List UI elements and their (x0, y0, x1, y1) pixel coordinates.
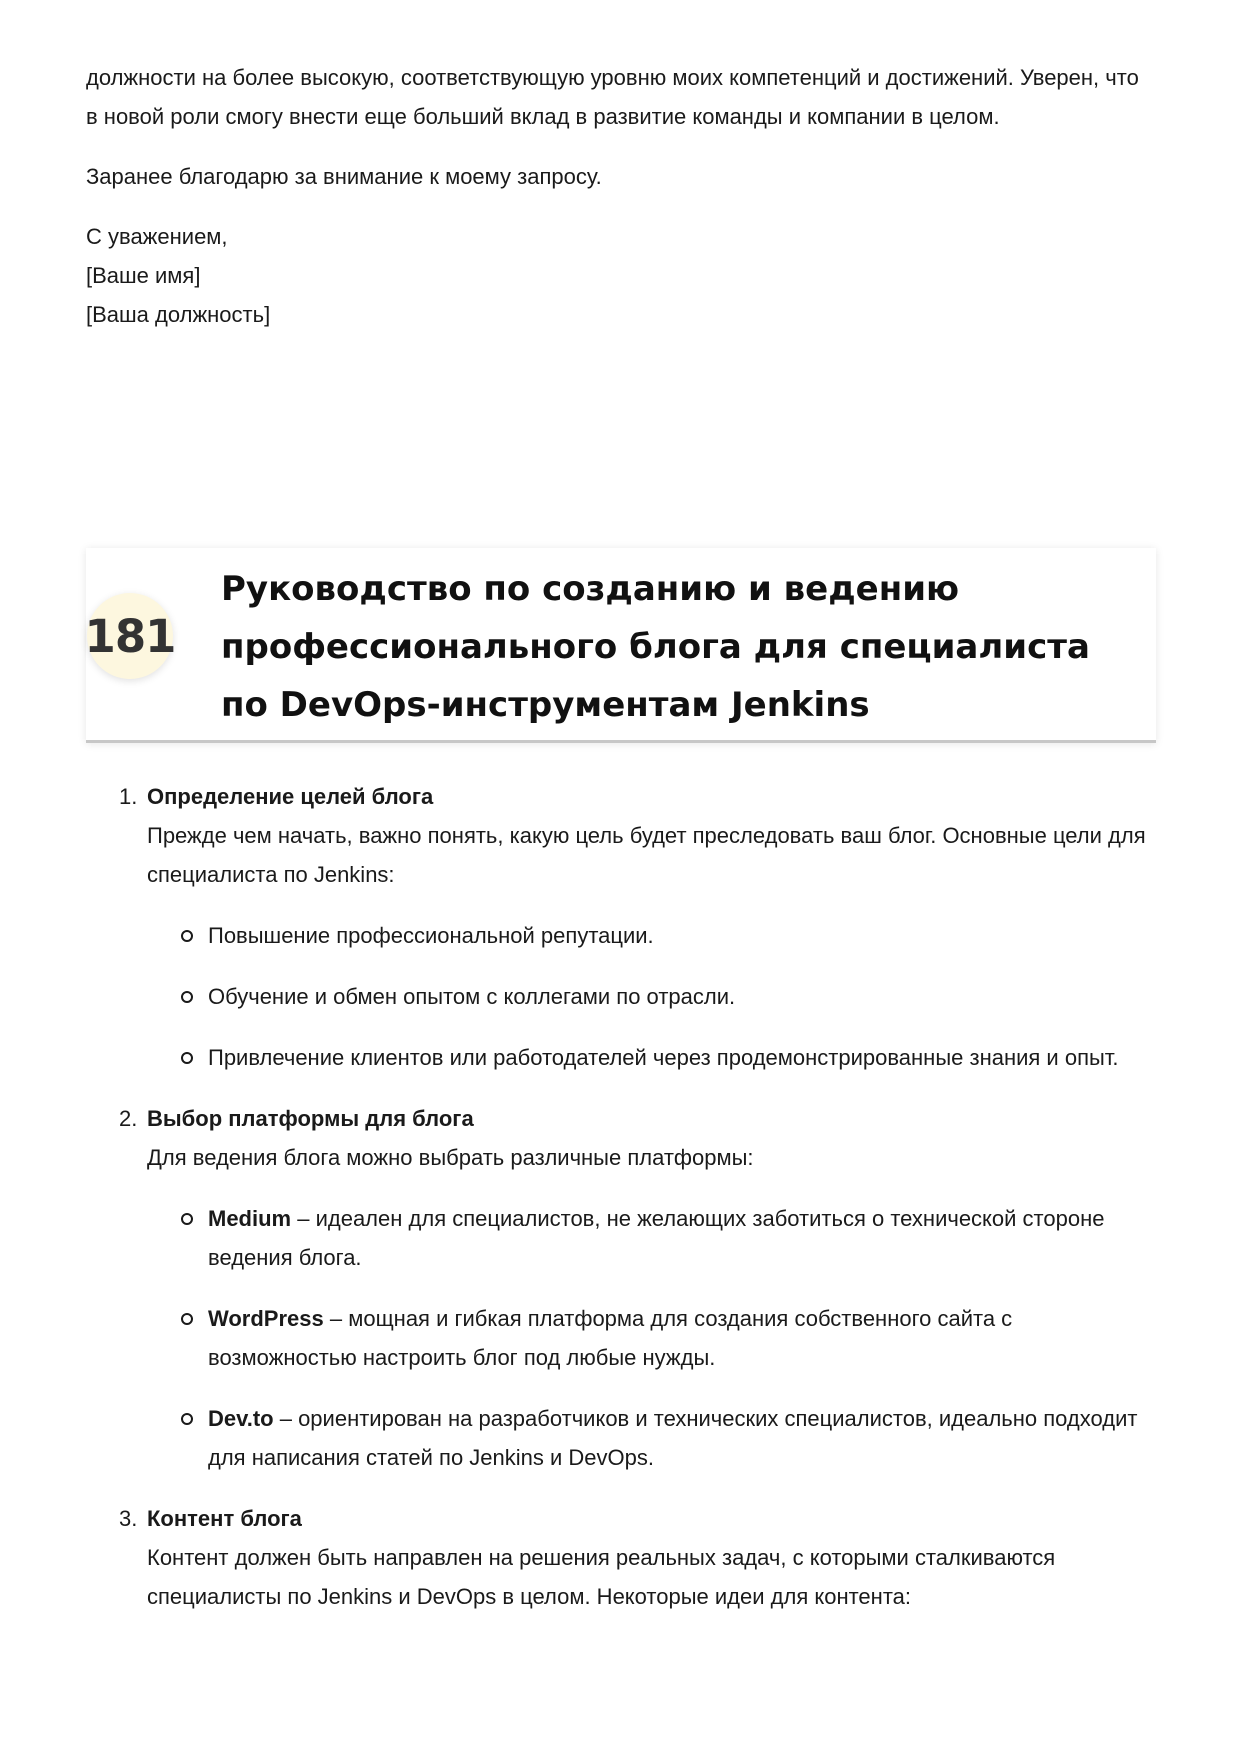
item-text: Контент должен быть направлен на решения реальных задач, с которыми сталкиваются специалисты по Jenkins и DevOps в целом. Некоторые идеи для контента: (147, 1545, 1056, 1609)
list-number: 3. (119, 1506, 138, 1531)
platform-name: Dev.to (208, 1406, 274, 1431)
signature-name: [Ваше имя] (86, 263, 201, 288)
item-text: Для ведения блога можно выбрать различные платформы: (147, 1145, 754, 1170)
platform-name: Medium (208, 1206, 292, 1231)
platform-description: – идеален для специалистов, не желающих заботиться о технической стороне ведения блога. (208, 1206, 1105, 1270)
circle-bullet-icon (181, 991, 193, 1003)
bullet-text: Обучение и обмен опытом с коллегами по отрасли. (208, 984, 736, 1009)
bullet-item (147, 916, 1156, 955)
thanks-paragraph: Заранее благодарю за внимание к моему запросу. (86, 164, 602, 189)
signature-closing: С уважением, (86, 224, 228, 249)
bullet-item (147, 1199, 1156, 1277)
bullet-item (147, 1038, 1156, 1077)
circle-bullet-icon (181, 1213, 193, 1225)
item-heading: Выбор платформы для блога (147, 1106, 474, 1131)
signature-block (86, 217, 1156, 334)
bullet-list (147, 1199, 1156, 1477)
list-item (86, 1099, 1156, 1477)
list-item (86, 777, 1156, 1077)
bullet-item (147, 977, 1156, 1016)
circle-bullet-icon (181, 1052, 193, 1064)
circle-bullet-icon (181, 930, 193, 942)
list-number: 1. (119, 784, 138, 809)
item-heading: Определение целей блога (147, 784, 434, 809)
platform-description: – мощная и гибкая платформа для создания собственного сайта с возможностью настроить блог под любые нужды. (208, 1306, 1013, 1370)
letter-ending (86, 58, 1156, 334)
list-number: 2. (119, 1106, 138, 1131)
chapter-number-badge: 181 (87, 593, 173, 679)
bullet-item (147, 1299, 1156, 1377)
chapter-header (86, 548, 1156, 743)
circle-bullet-icon (181, 1313, 193, 1325)
bullet-list (147, 916, 1156, 1077)
bullet-text: Привлечение клиентов или работодателей через продемонстрированные знания и опыт. (208, 1045, 1119, 1070)
chapter-title: Руководство по созданию и ведению профессионального блога для специалиста по DevOps-инструментам Jenkins (221, 569, 1090, 725)
bullet-item (147, 1399, 1156, 1477)
signature-position: [Ваша должность] (86, 302, 271, 327)
numbered-list (86, 777, 1156, 1636)
platform-description: – ориентирован на разработчиков и технических специалистов, идеально подходит для написания статей по Jenkins и DevOps. (208, 1406, 1138, 1470)
platform-name: WordPress (208, 1306, 324, 1331)
list-item (86, 1499, 1156, 1616)
bullet-text: Повышение профессиональной репутации. (208, 923, 654, 948)
item-heading: Контент блога (147, 1506, 302, 1531)
circle-bullet-icon (181, 1413, 193, 1425)
intro-paragraph: должности на более высокую, соответствующую уровню моих компетенций и достижений. Уверен, что в новой роли смогу внести еще больший вклад в развитие команды и компании в целом. (86, 65, 1139, 129)
item-text: Прежде чем начать, важно понять, какую цель будет преследовать ваш блог. Основные цели для специалиста по Jenkins: (147, 823, 1146, 887)
